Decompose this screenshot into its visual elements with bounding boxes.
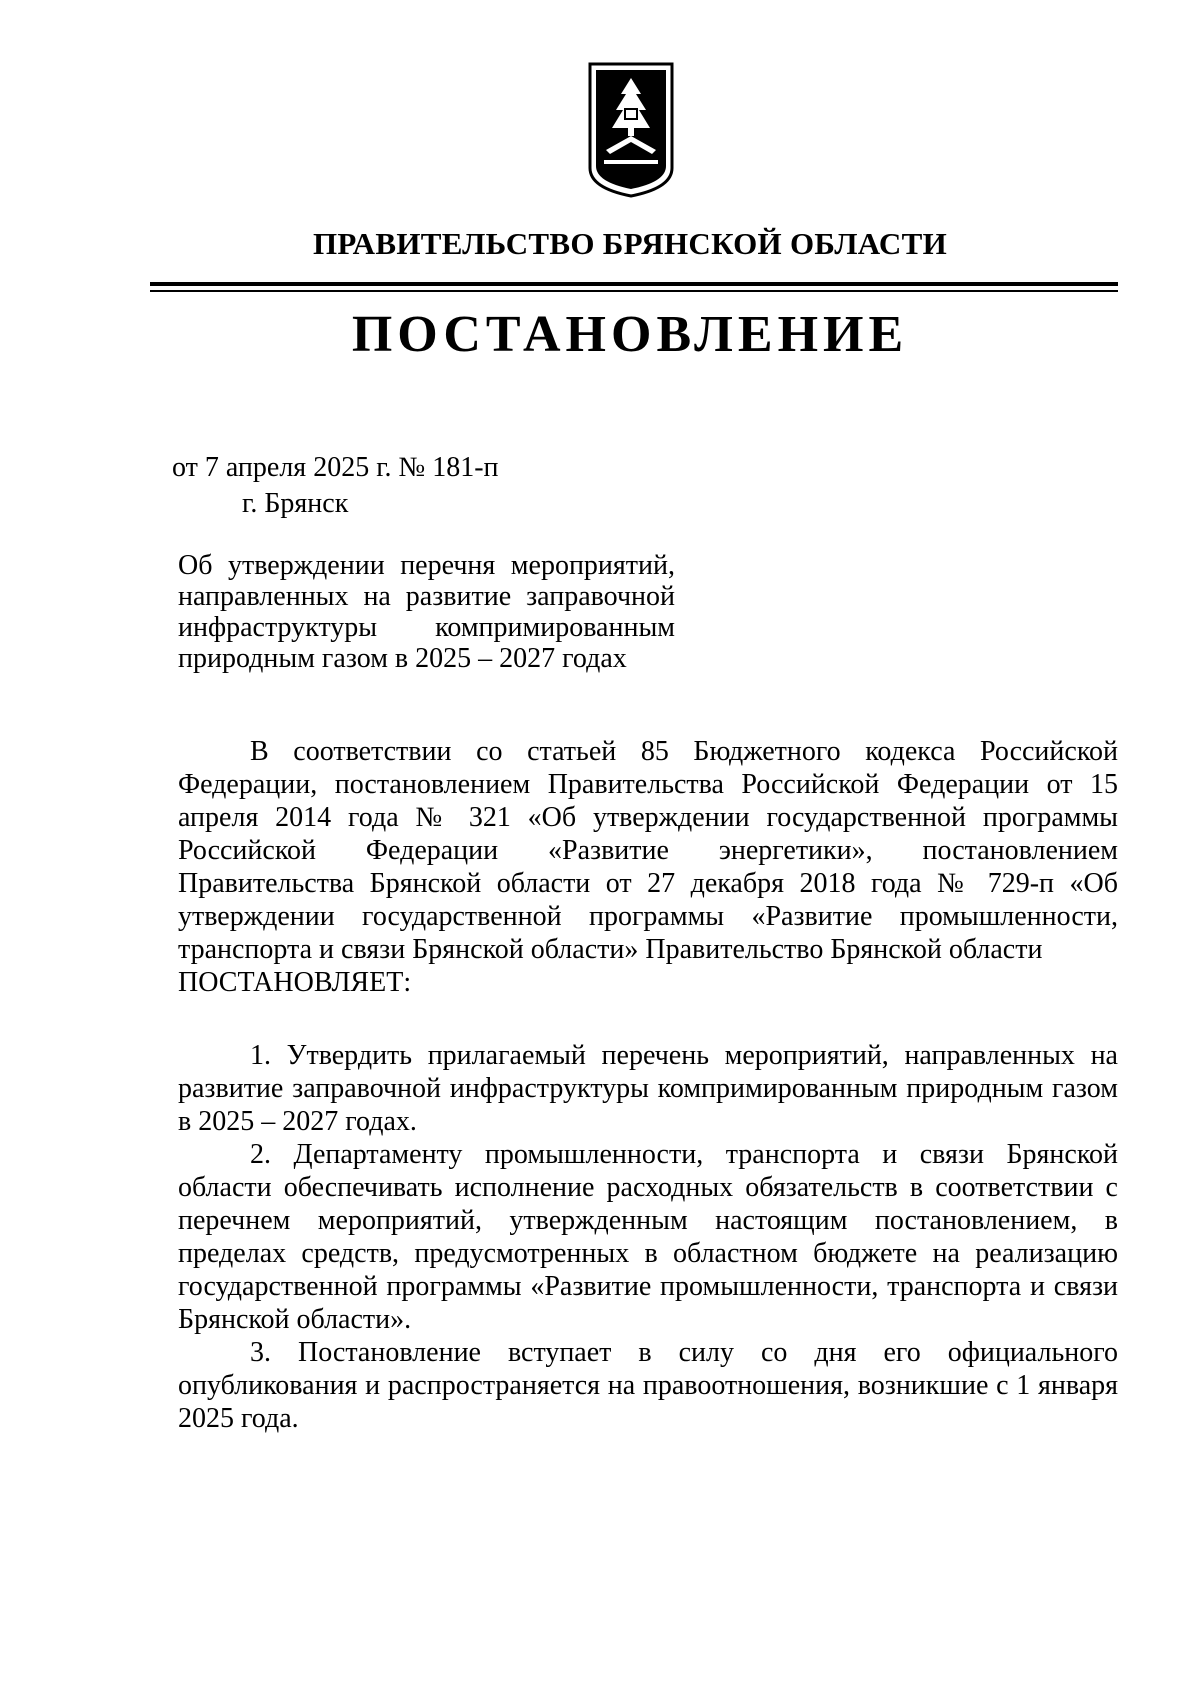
date-number: от 7 апреля 2025 г. № 181-п xyxy=(172,452,499,483)
coat-of-arms-icon xyxy=(586,60,676,200)
preamble-paragraph: В соответствии со статьей 85 Бюджетного кодекса Российской Федерации, постановлением Правительства Российской Федерации от 15 апреля 2014 года № 321 «Об утверждении государственной программы Российской Федерации «Развитие энергетики», постановлением Правительства Брянской области от 27 декабря 2018 года № 729-п «Об утверждении государственной программы «Развитие промышленности, транспорта и связи Брянской области» Правительство Брянской области xyxy=(178,736,1118,965)
header-rule-thin xyxy=(150,290,1118,292)
document-body xyxy=(178,735,1118,1435)
decree-word: ПОСТАНОВЛЯЕТ: xyxy=(178,967,412,998)
clause-3: 3. Постановление вступает в силу со дня его официального опубликования и распространяется на правоотношения, возникшие с 1 января 2025 года. xyxy=(178,1337,1118,1434)
clause-2: 2. Департаменту промышленности, транспорта и связи Брянской области обеспечивать исполнение расходных обязательств в соответствии с перечнем мероприятий, утвержденным настоящим постановлением, в пределах средств, предусмотренных в областном бюджете на реализацию государственной программы «Развитие промышленности, транспорта и связи Брянской области». xyxy=(178,1139,1118,1335)
document-meta xyxy=(172,450,499,522)
header-rule-thick xyxy=(150,282,1118,286)
document-subject: Об утверждении перечня мероприятий, направленных на развитие заправочной инфраструктуры компримированным природным газом в 2025 – 2027 годах xyxy=(178,550,675,674)
city: г. Брянск xyxy=(242,488,349,519)
clause-1: 1. Утвердить прилагаемый перечень мероприятий, направленных на развитие заправочной инфраструктуры компримированным природным газом в 2025 – 2027 годах. xyxy=(178,1040,1118,1137)
government-title: ПРАВИТЕЛЬСТВО БРЯНСКОЙ ОБЛАСТИ xyxy=(312,226,948,261)
document-type-title: ПОСТАНОВЛЕНИЕ xyxy=(351,306,909,363)
